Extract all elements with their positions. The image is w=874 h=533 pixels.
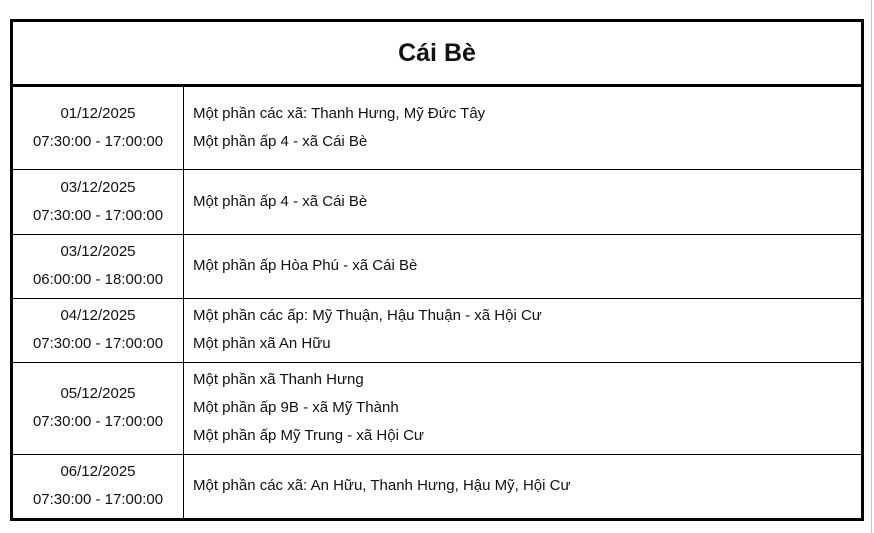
- area-line: Một phần xã Thanh Hưng: [193, 371, 364, 388]
- schedule-rows: [13, 87, 861, 518]
- date-text: 05/12/2025: [60, 385, 136, 402]
- table-title: Cái Bè: [13, 22, 861, 87]
- time-range: 07:30:00 - 17:00:00: [32, 491, 164, 509]
- table-row: [13, 298, 861, 362]
- area-line: Một phần các xã: Thanh Hưng, Mỹ Đức Tây: [193, 104, 486, 122]
- table-row: [13, 362, 861, 454]
- time-range: 07:30:00 - 17:00:00: [32, 132, 164, 150]
- date-text: 03/12/2025: [60, 243, 136, 260]
- date-cell: [13, 298, 184, 362]
- area-line: Một phần các xã: An Hữu, Thanh Hưng, Hậu Mỹ, Hội Cư: [193, 477, 571, 495]
- right-edge-line: [871, 0, 872, 533]
- area-line: Một phần ấp 9B - xã Mỹ Thành: [193, 399, 399, 416]
- date-text: 03/12/2025: [60, 178, 136, 196]
- area-cell: [184, 454, 862, 518]
- area-line: Một phần ấp Mỹ Trung - xã Hội Cư: [193, 427, 424, 444]
- area-line: Một phần ấp 4 - xã Cái Bè: [193, 132, 368, 150]
- date-cell: [13, 87, 184, 169]
- area-line: Một phần ấp Hòa Phú - xã Cái Bè: [193, 257, 418, 274]
- time-range: 07:30:00 - 17:00:00: [32, 206, 164, 224]
- outage-schedule-table: [10, 19, 864, 521]
- date-cell: [13, 362, 184, 454]
- date-text: 04/12/2025: [60, 307, 136, 324]
- area-line: Một phần các ấp: Mỹ Thuận, Hậu Thuận - xã Hội Cư: [193, 307, 542, 324]
- date-cell: [13, 234, 184, 298]
- table-row: [13, 87, 861, 169]
- area-cell: [184, 362, 862, 454]
- area-cell: [184, 298, 862, 362]
- table-row: [13, 454, 861, 518]
- table-row: [13, 169, 861, 234]
- time-range: 07:30:00 - 17:00:00: [32, 335, 164, 352]
- date-text: 01/12/2025: [60, 104, 136, 122]
- time-range: 06:00:00 - 18:00:00: [32, 271, 164, 288]
- time-range: 07:30:00 - 17:00:00: [32, 413, 164, 430]
- area-line: Một phần ấp 4 - xã Cái Bè: [193, 192, 368, 210]
- date-cell: [13, 454, 184, 518]
- area-cell: [184, 234, 862, 298]
- area-cell: [184, 169, 862, 234]
- area-cell: [184, 87, 862, 169]
- date-text: 06/12/2025: [60, 463, 136, 481]
- date-cell: [13, 169, 184, 234]
- area-line: Một phần xã An Hữu: [193, 335, 331, 352]
- table-row: [13, 234, 861, 298]
